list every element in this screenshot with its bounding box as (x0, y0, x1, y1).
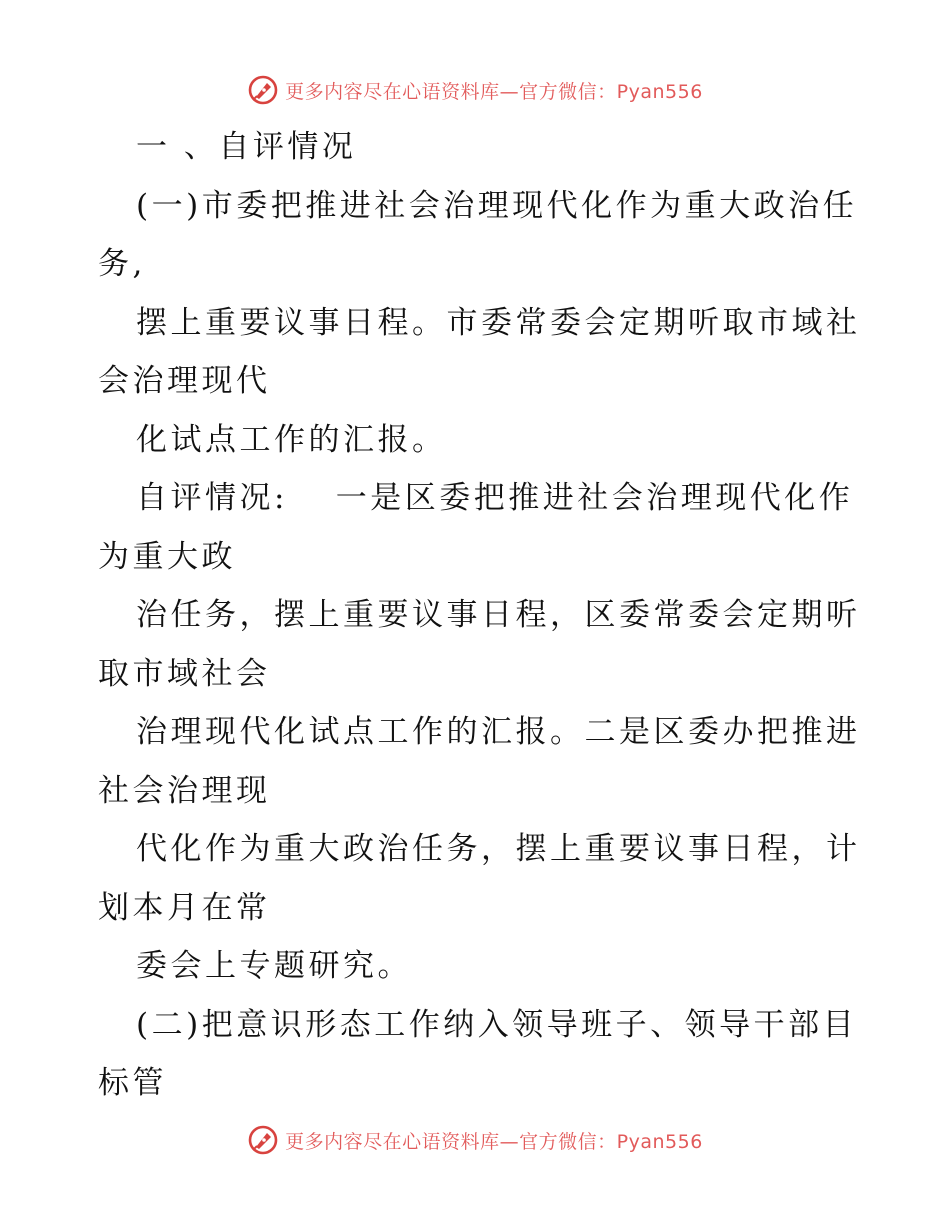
paragraph-line: 取市域社会 (98, 655, 271, 692)
document-body (98, 118, 861, 1113)
section-heading: (二)把意识形态工作纳入领导班子、领导干部目 (136, 1006, 858, 1043)
paragraph-line: 治任务，摆上重要议事日程，区委常委会定期听 (136, 597, 861, 633)
paragraph-line: 治理现代化试点工作的汇报。二是区委办把推进 (136, 714, 861, 750)
section-heading: 一 、自评情况 (136, 129, 357, 165)
paragraph-line: 化试点工作的汇报。 (136, 421, 447, 458)
pen-nib-circle-icon (247, 74, 279, 106)
paragraph-line: 摆上重要议事日程。市委常委会定期听取市域社 (136, 304, 861, 341)
footer-text: 更多内容尽在心语资料库—官方微信：Pyan556 (285, 1130, 703, 1153)
header-banner (0, 70, 950, 110)
header-text: 更多内容尽在心语资料库—官方微信：Pyan556 (285, 80, 703, 103)
paragraph-line: 务, (98, 246, 146, 282)
pen-nib-circle-icon (247, 1124, 279, 1156)
paragraph-line: 为重大政 (98, 538, 236, 575)
paragraph-line: 标管 (98, 1065, 167, 1101)
footer-banner (0, 1120, 950, 1160)
paragraph-line: 社会治理现 (98, 772, 271, 809)
paragraph-line: 代化作为重大政治任务，摆上重要议事日程，计 (136, 831, 861, 867)
paragraph-line: 自评情况: 一是区委把推进社会治理现代化作 (136, 480, 854, 516)
paragraph-line: 会治理现代 (98, 363, 271, 399)
paragraph-line: 委会上专题研究。 (136, 948, 412, 984)
paragraph-line: (一)市委把推进社会治理现代化作为重大政治任 (136, 187, 858, 224)
paragraph-line: 划本月在常 (98, 889, 271, 926)
